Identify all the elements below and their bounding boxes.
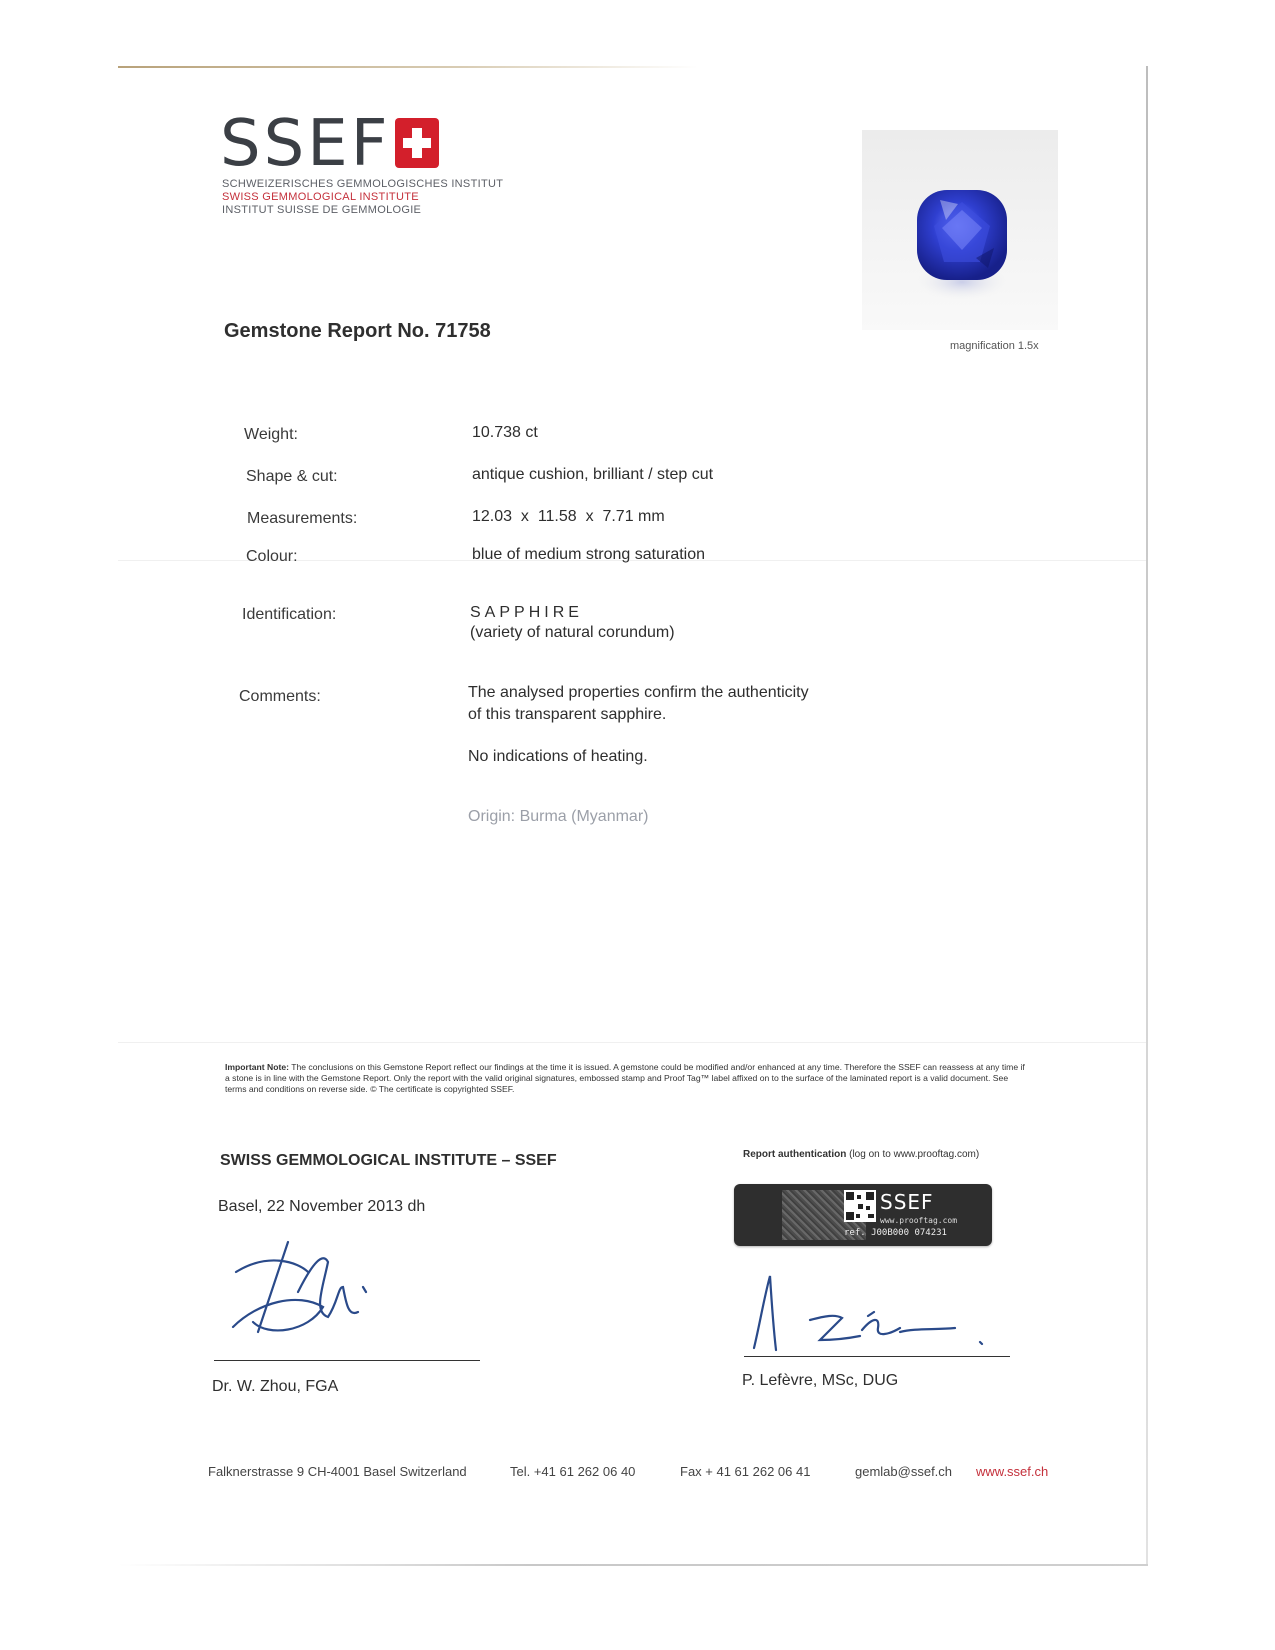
logo-wordmark: SSEF [220,107,391,181]
identification-sub: (variety of natural corundum) [470,624,675,641]
important-note [225,1062,1025,1095]
weight-label: Weight: [244,426,298,443]
identification-label: Identification: [242,606,337,623]
report-title: Gemstone Report No. 71758 [224,320,491,342]
tag-ref: ref. J00B000 074231 [844,1228,947,1238]
measurements-value: 12.03 x 11.58 x 7.71 mm [472,508,665,525]
measurements-label: Measurements: [247,510,358,527]
comments-label: Comments: [239,688,321,705]
footer-fax: Fax + 41 61 262 06 41 [680,1464,811,1479]
auth-lead: Report authentication [743,1149,847,1160]
weight-value: 10.738 ct [472,424,538,441]
logo-tagline [222,178,503,217]
signature-lefevre [750,1268,990,1358]
signature-zhou [228,1232,378,1342]
gemstone-photo [862,130,1058,330]
signer-right: P. Lefèvre, MSc, DUG [742,1372,899,1389]
colour-label: Colour: [246,548,298,565]
swiss-cross-icon [395,118,439,168]
paper-edge-top [118,66,698,68]
paper-edge-bottom [118,1564,1148,1566]
footer-web[interactable]: www.ssef.ch [976,1464,1049,1479]
sapphire-image [862,130,1058,330]
fold-line [118,1042,1146,1043]
magnification-caption: magnification 1.5x [950,340,1039,352]
place-date: Basel, 22 November 2013 dh [218,1198,426,1215]
identification-value: SAPPHIRE [470,604,583,621]
paper-edge-right [1146,66,1148,1566]
note-lead: Important Note: [225,1062,289,1072]
comments-line2: of this transparent sapphire. [468,706,667,723]
institute-name: SWISS GEMMOLOGICAL INSTITUTE – SSEF [220,1152,557,1169]
logo-line-en: SWISS GEMMOLOGICAL INSTITUTE [222,191,419,203]
origin-value: Origin: Burma (Myanmar) [468,808,649,825]
shape-label: Shape & cut: [246,468,338,485]
footer-email[interactable]: gemlab@ssef.ch [855,1464,953,1479]
ssef-logo [220,107,439,181]
footer-tel: Tel. +41 61 262 06 40 [510,1464,636,1479]
comments-line3: No indications of heating. [468,748,648,765]
signature-line-right [744,1356,1010,1357]
note-text: The conclusions on this Gemstone Report reflect our findings at the time it is issued. A gemstone could be modified and/or enhanced at any time. Therefore the SSEF can reassess at any time if a stone is in line with the Gemstone Report. Only the report with the valid original signatures, embossed stamp and Proof Tag™ label affixed on to the surface of the laminated report is a valid document. See terms and conditions on reverse side. © The certificate is copyrighted SSEF. [225,1062,1025,1094]
qr-code-icon [844,1190,876,1222]
tag-brand: SSEF [880,1190,934,1214]
logo-line-fr: INSTITUT SUISSE DE GEMMOLOGIE [222,204,422,216]
signature-line-left [214,1360,480,1361]
logo-line-de: SCHWEIZERISCHES GEMMOLOGISCHES INSTITUT [222,178,504,190]
prooftag-label [734,1184,992,1246]
comments-line1: The analysed properties confirm the authenticity [468,684,809,701]
auth-text: (log on to www.prooftag.com) [849,1149,980,1160]
signer-left: Dr. W. Zhou, FGA [212,1378,339,1395]
footer-address: Falknerstrasse 9 CH-4001 Basel Switzerland [208,1464,467,1479]
colour-value: blue of medium strong saturation [472,546,706,563]
report-authentication [743,1149,979,1160]
shape-value: antique cushion, brilliant / step cut [472,466,714,483]
tag-url: www.prooftag.com [880,1216,958,1225]
